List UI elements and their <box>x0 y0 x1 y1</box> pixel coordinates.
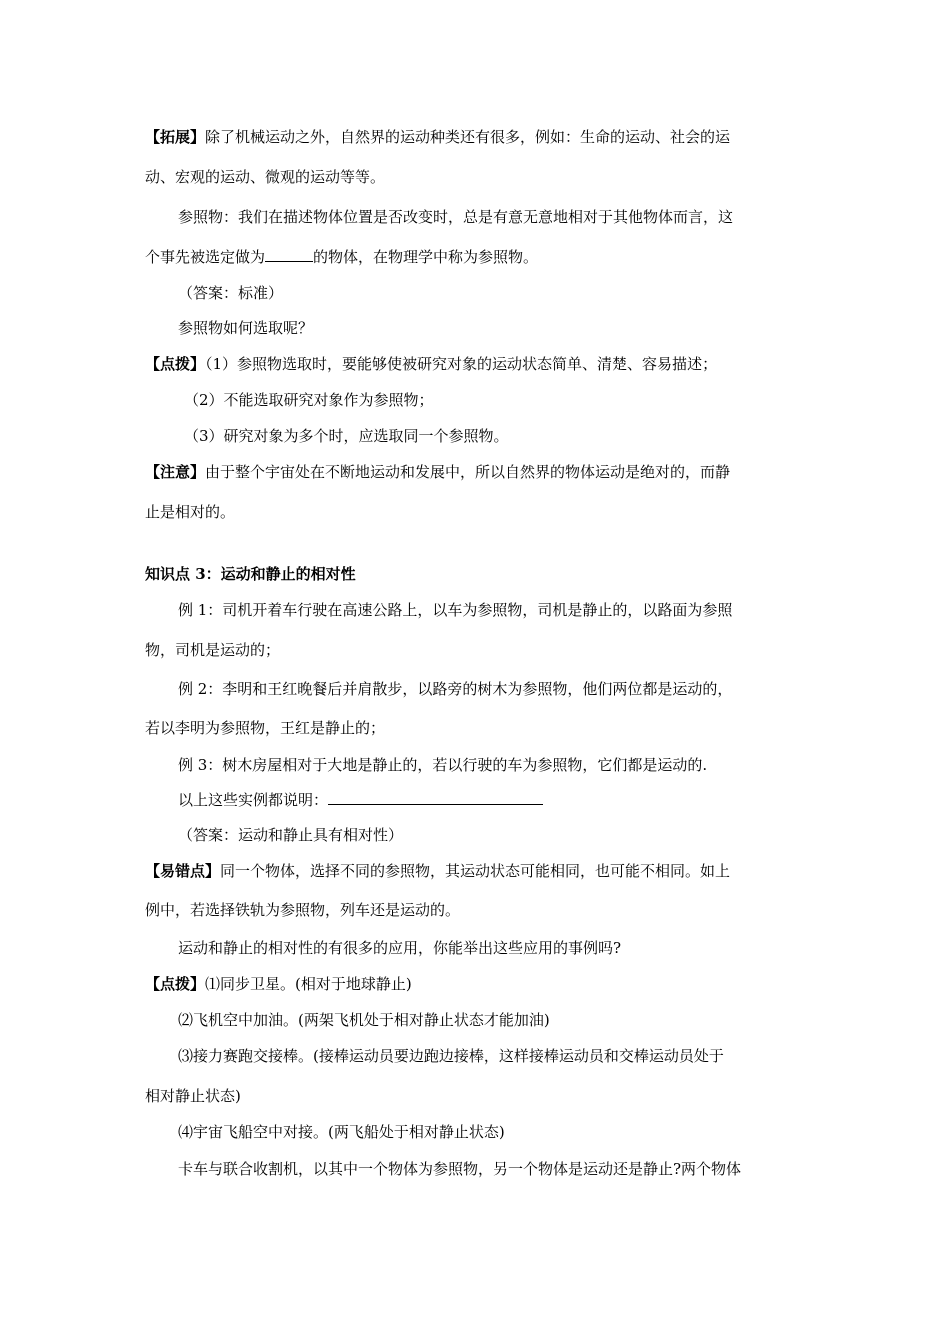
fill-blank <box>328 790 543 805</box>
label-tip: 【点拨】 <box>145 975 206 993</box>
tip-item-3: （3）研究对象为多个时，应选取同一个参照物。 <box>184 427 509 445</box>
text: 由于整个宇宙处在不断地运动和发展中，所以自然界的物体运动是绝对的，而静 <box>205 463 731 481</box>
text: ⑴同步卫星。(相对于地球静止) <box>205 975 412 993</box>
text: 个事先被选定做为 <box>145 248 266 266</box>
tip2-item-2: ⑵飞机空中加油。(两架飞机处于相对静止状态才能加油) <box>178 1011 550 1029</box>
paragraph-reference: 参照物：我们在描述物体位置是否改变时，总是有意无意地相对于其他物体而言，这 <box>178 208 734 226</box>
paragraph-reference-cont <box>145 247 538 267</box>
example-1-cont: 物，司机是运动的； <box>145 641 281 659</box>
fill-blank <box>265 247 313 262</box>
answer-2: （答案：运动和静止具有相对性） <box>178 826 404 844</box>
tip-item-2: （2）不能选取研究对象作为参照物； <box>184 391 434 409</box>
label-tip: 【点拨】 <box>145 355 206 373</box>
example-1: 例 1：司机开着车行驶在高速公路上，以车为参照物，司机是静止的，以路面为参照 <box>178 601 733 619</box>
text: （1）参照物选取时，要能够使被研究对象的运动状态简单、清楚、容易描述； <box>205 355 718 373</box>
paragraph-expand-cont: 动、宏观的运动、微观的运动等等。 <box>145 168 386 186</box>
paragraph-expand <box>145 127 730 147</box>
tip2-item-3-cont: 相对静止状态) <box>145 1087 241 1105</box>
tip2-item-4: ⑷宇宙飞船空中对接。(两飞船处于相对静止状态) <box>178 1123 505 1141</box>
question-4: 卡车与联合收割机，以其中一个物体为参照物，另一个物体是运动还是静止?两个物体 <box>178 1160 742 1178</box>
text: 以上这些实例都说明： <box>178 791 329 809</box>
label-note: 【注意】 <box>145 463 206 481</box>
paragraph-tip <box>145 354 717 374</box>
question-3: 运动和静止的相对性的有很多的应用，你能举出这些应用的事例吗? <box>178 939 622 957</box>
label-mistake: 【易错点】 <box>145 862 221 880</box>
example-2: 例 2：李明和王红晚餐后并肩散步，以路旁的树木为参照物，他们两位都是运动的， <box>178 680 733 698</box>
paragraph-tip-2 <box>145 974 412 994</box>
label-expand: 【拓展】 <box>145 128 206 146</box>
text: 的物体，在物理学中称为参照物。 <box>313 248 539 266</box>
answer-1: （答案：标准） <box>178 284 284 302</box>
text: 同一个物体，选择不同的参照物，其运动状态可能相同，也可能不相同。如上 <box>220 862 731 880</box>
paragraph-note <box>145 462 730 482</box>
paragraph-mistake <box>145 861 730 881</box>
section-heading: 知识点 3：运动和静止的相对性 <box>145 565 356 583</box>
question-1: 参照物如何选取呢？ <box>178 319 314 337</box>
example-3: 例 3：树木房屋相对于大地是静止的，若以行驶的车为参照物，它们都是运动的. <box>178 756 708 774</box>
paragraph-mistake-cont: 例中，若选择铁轨为参照物，列车还是运动的。 <box>145 901 461 919</box>
paragraph-note-cont: 止是相对的。 <box>145 503 236 521</box>
question-2 <box>178 790 543 810</box>
tip2-item-3: ⑶接力赛跑交接棒。(接棒运动员要边跑边接棒，这样接棒运动员和交棒运动员处于 <box>178 1047 724 1065</box>
text: 除了机械运动之外，自然界的运动种类还有很多，例如：生命的运动、社会的运 <box>205 128 731 146</box>
example-2-cont: 若以李明为参照物，王红是静止的； <box>145 719 386 737</box>
